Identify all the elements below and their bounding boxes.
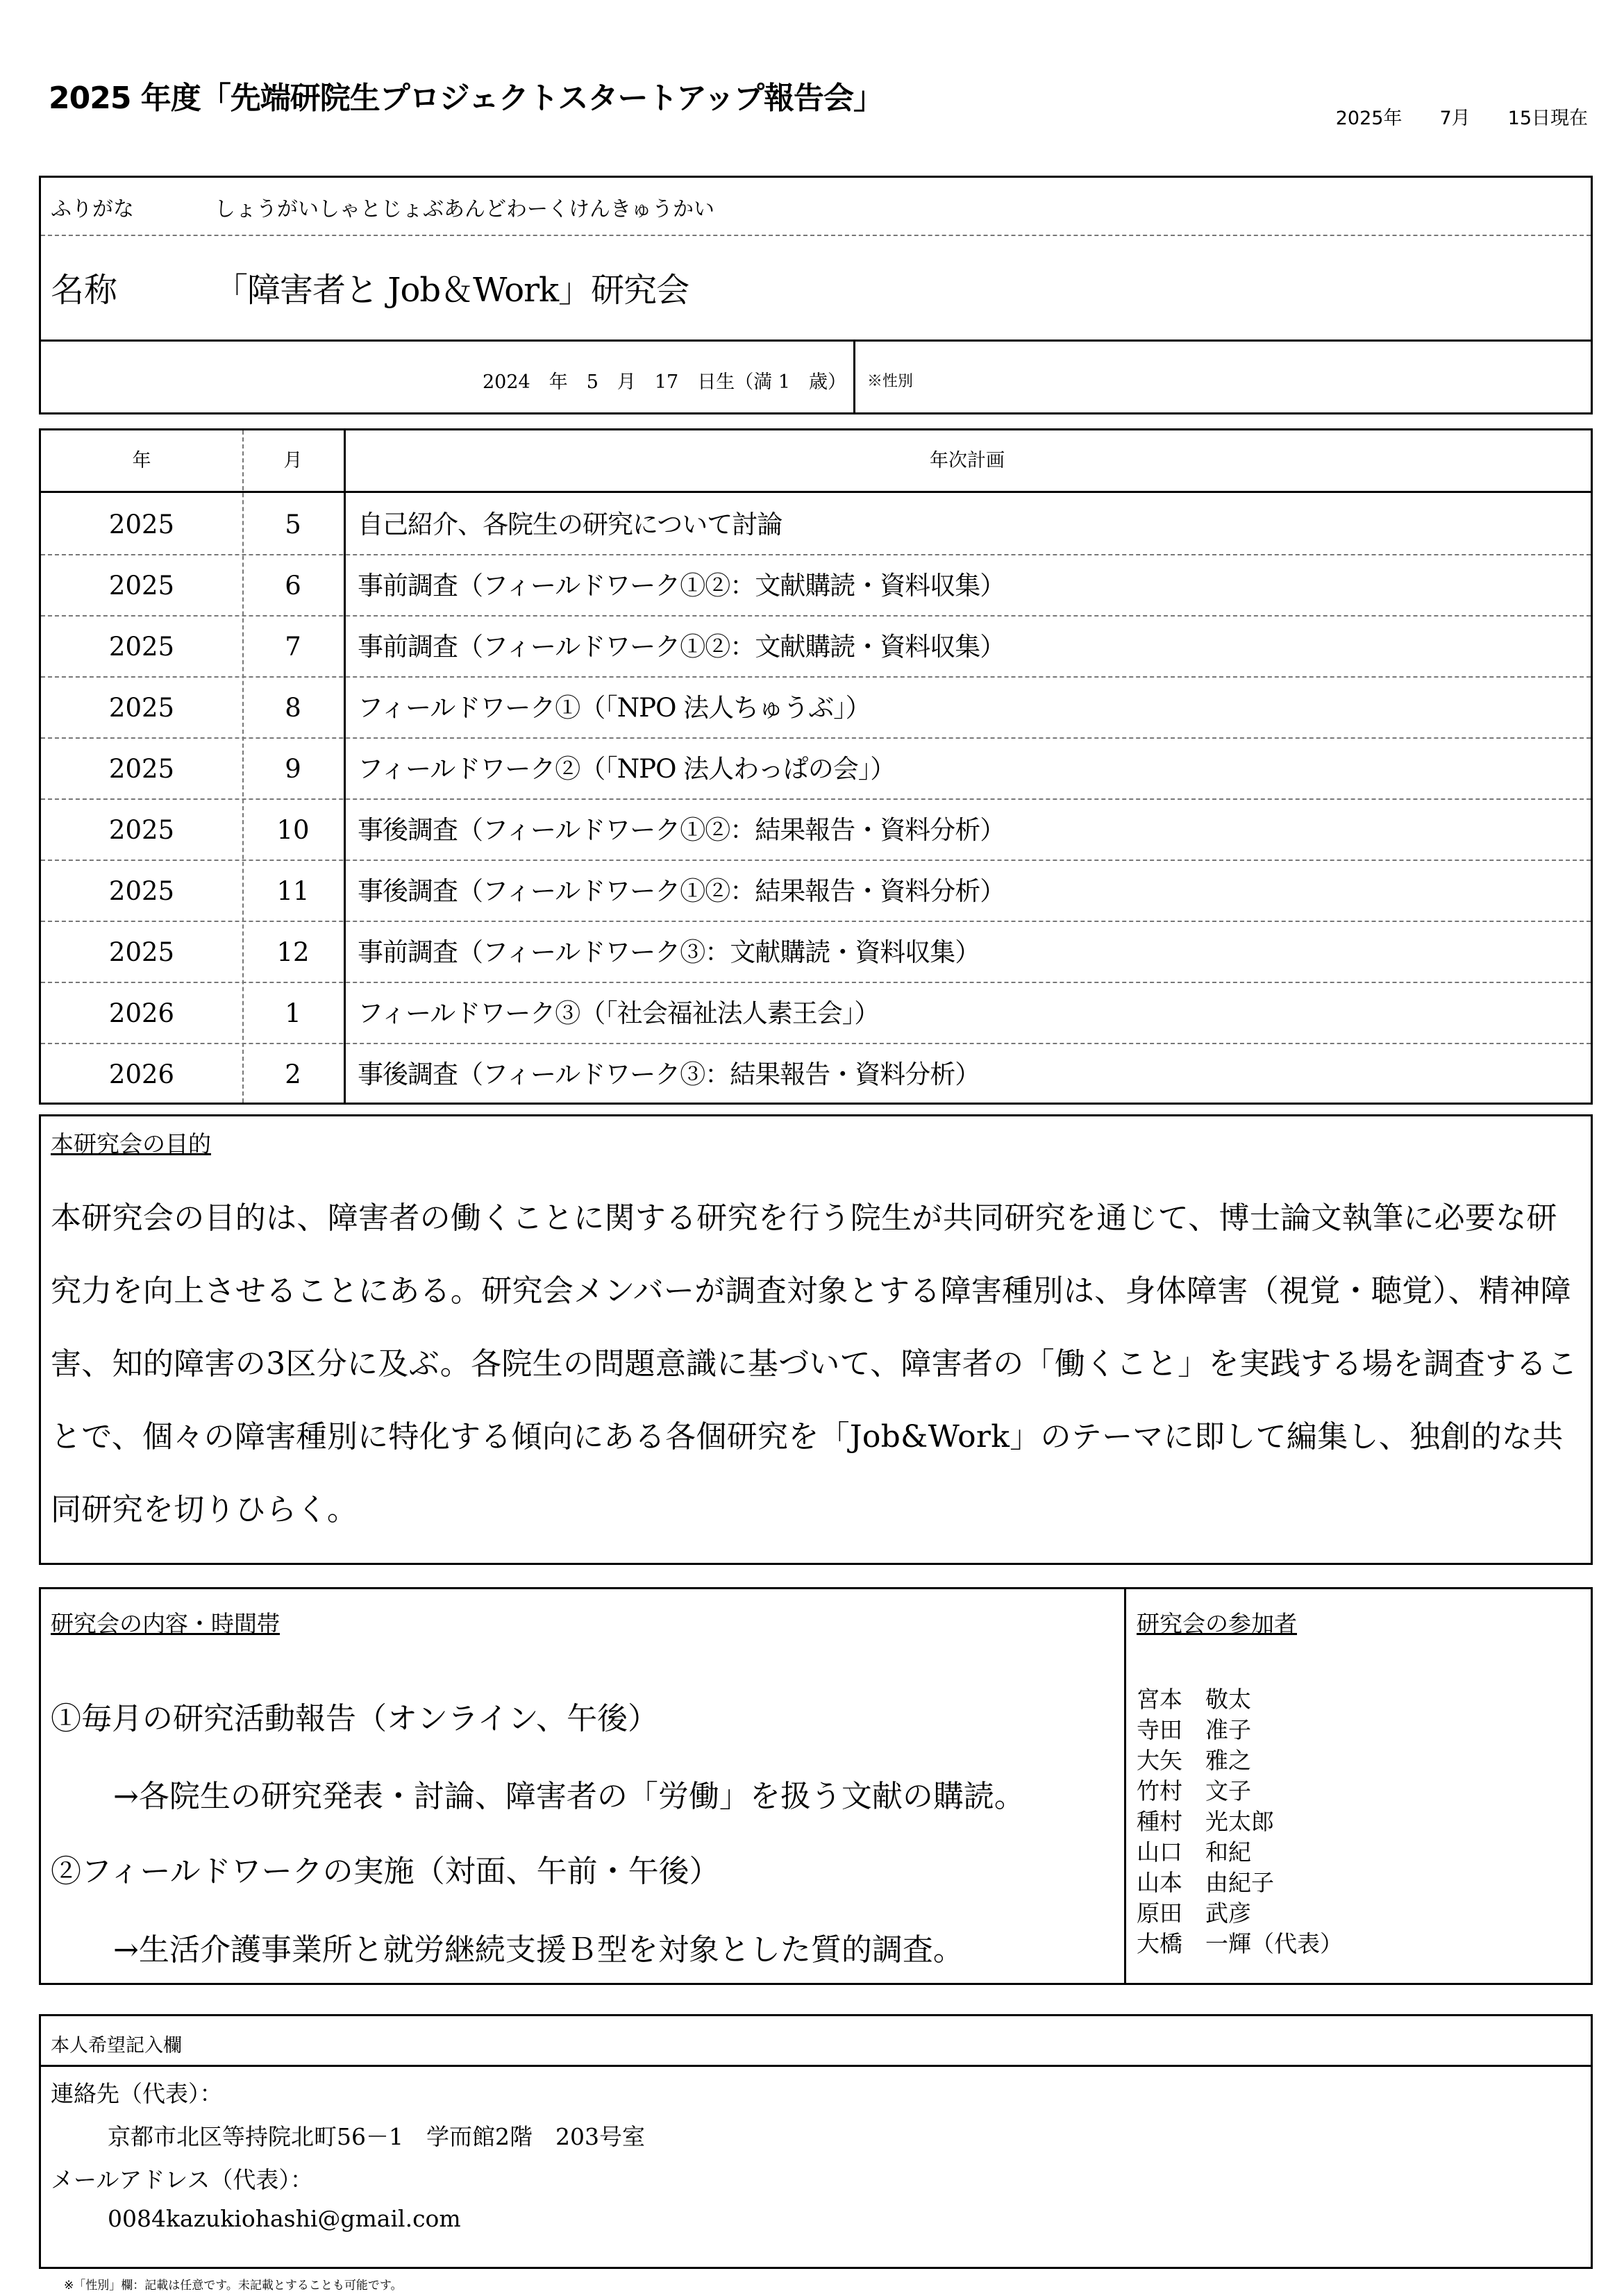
name-section [39, 176, 1593, 414]
purpose-section [39, 1114, 1593, 1565]
address-label: 連絡先（代表）： [51, 2080, 223, 2107]
table-row [41, 1043, 1591, 1104]
month-cell: 5 [285, 510, 301, 539]
divider [41, 340, 1591, 342]
content-detail: →生活介護事業所と就労継続支援Ｂ型を対象とした質的調査。 [113, 1932, 964, 1968]
gender-label: ※性別 [867, 373, 914, 390]
divider [41, 235, 1591, 236]
table-row [41, 860, 1591, 921]
year-cell: 2025 [108, 571, 175, 601]
col-header-year: 年 [132, 450, 151, 471]
participant: 種村 光太郎 [1137, 1808, 1274, 1835]
table-row [41, 554, 1591, 615]
contact-section [39, 2014, 1593, 2269]
participant: 宮本 敬太 [1137, 1686, 1251, 1713]
table-row [41, 982, 1591, 1043]
month-cell: 11 [276, 876, 310, 906]
plan-cell: フィールドワーク③（「社会福祉法人素王会」） [358, 998, 880, 1028]
content-title: 研究会の内容・時間帯 [51, 1610, 280, 1637]
as-of-date: 2025年 7月 15日現在 [1335, 108, 1588, 129]
content-item: ②フィールドワークの実施（対面、午前・午後） [51, 1854, 720, 1889]
month-cell: 2 [285, 1059, 301, 1089]
year-cell: 2025 [108, 754, 175, 784]
month-cell: 8 [285, 693, 301, 723]
month-cell: 6 [285, 571, 301, 601]
year-cell: 2026 [108, 1059, 175, 1089]
plan-cell: 事後調査（フィールドワーク①②：結果報告・資料分析） [358, 815, 1005, 845]
group-name: 「障害者と Job＆Work」研究会 [215, 271, 689, 310]
participant: 大橋 一輝（代表） [1137, 1930, 1343, 1957]
page-title: 2025 年度「先端研院生プロジェクトスタートアップ報告会」 [49, 81, 884, 116]
plan-cell: 事前調査（フィールドワーク③：文献購読・資料収集） [358, 937, 980, 967]
participant: 山口 和紀 [1137, 1838, 1251, 1866]
table-row [41, 798, 1591, 860]
purpose-text: 本研究会の目的は、障害者の働くことに関する研究を行う院生が共同研究を通じて、博士論文執筆に必要な研究力を向上させることにある。研究会メンバーが調査対象とする障害種別は、身体障害（視覚・聴覚）、精神障害、知的障害の3区分に及ぶ。各院生の問題意識に基づいて、障害者の「働くこと」を実践する場を調査することで、個々の障害種別に特化する傾向にある各個研究を「Job&Work」のテーマに即して編集し、独創的な共同研究を切りひらく。 [51, 1200, 1577, 1527]
table-row [41, 676, 1591, 737]
established-date: 2024 年 5 月 17 日生（満 1 歳） [482, 371, 846, 393]
month-cell: 7 [285, 632, 301, 662]
participant: 原田 武彦 [1137, 1900, 1251, 1927]
email-value: 0084kazukiohashi@gmail.com [108, 2205, 461, 2232]
table-row [41, 615, 1591, 676]
content-section [39, 1587, 1593, 1985]
month-cell: 10 [276, 815, 310, 845]
furigana-label: ふりがな [51, 197, 134, 221]
name-label: 名称 [51, 271, 118, 310]
col-header-plan: 年次計画 [930, 450, 1005, 471]
divider [41, 2065, 1591, 2067]
month-cell: 12 [276, 937, 310, 967]
month-cell: 9 [285, 754, 301, 784]
participant: 山本 由紀子 [1137, 1869, 1274, 1896]
purpose-title: 本研究会の目的 [51, 1130, 211, 1157]
col-header-month: 月 [283, 450, 303, 471]
annual-plan-table [39, 428, 1593, 1105]
table-row [41, 921, 1591, 982]
year-cell: 2025 [108, 876, 175, 906]
divider [853, 340, 855, 412]
furigana-value: しょうがいしゃとじょぶあんどわーくけんきゅうかい [215, 197, 714, 221]
table-row [41, 493, 1591, 554]
table-row [41, 737, 1591, 798]
footnote: ※「性別」欄：記載は任意です。未記載とすることも可能です。 [64, 2279, 403, 2293]
contact-title: 本人希望記入欄 [51, 2035, 182, 2056]
column-divider [1124, 1589, 1126, 1983]
plan-cell: 事後調査（フィールドワーク①②：結果報告・資料分析） [358, 876, 1005, 906]
content-detail: →各院生の研究発表・討論、障害者の「労働」を扱う文献の購読。 [113, 1779, 1025, 1814]
plan-cell: フィールドワーク②（「NPO 法人わっぱの会」） [358, 754, 896, 784]
year-cell: 2025 [108, 510, 175, 539]
participant: 寺田 准子 [1137, 1716, 1251, 1743]
year-cell: 2025 [108, 815, 175, 845]
plan-cell: フィールドワーク①（「NPO 法人ちゅうぶ」） [358, 693, 871, 723]
plan-cell: 自己紹介、各院生の研究について討論 [358, 510, 782, 539]
month-cell: 1 [285, 998, 301, 1028]
participant: 竹村 文子 [1137, 1777, 1251, 1804]
plan-cell: 事後調査（フィールドワーク③：結果報告・資料分析） [358, 1059, 980, 1089]
year-cell: 2025 [108, 632, 175, 662]
address-value: 京都市北区等持院北町56－1 学而館2階 203号室 [108, 2123, 645, 2150]
year-cell: 2025 [108, 693, 175, 723]
participant: 大矢 雅之 [1137, 1747, 1251, 1774]
year-cell: 2026 [108, 998, 175, 1028]
content-item: ①毎月の研究活動報告（オンライン、午後） [51, 1701, 659, 1736]
participants-title: 研究会の参加者 [1137, 1610, 1297, 1637]
email-label: メールアドレス（代表）： [51, 2166, 313, 2193]
plan-cell: 事前調査（フィールドワーク①②：文献購読・資料収集） [358, 632, 1005, 662]
plan-cell: 事前調査（フィールドワーク①②：文献購読・資料収集） [358, 571, 1005, 601]
year-cell: 2025 [108, 937, 175, 967]
participants-list [1137, 1684, 1343, 1959]
